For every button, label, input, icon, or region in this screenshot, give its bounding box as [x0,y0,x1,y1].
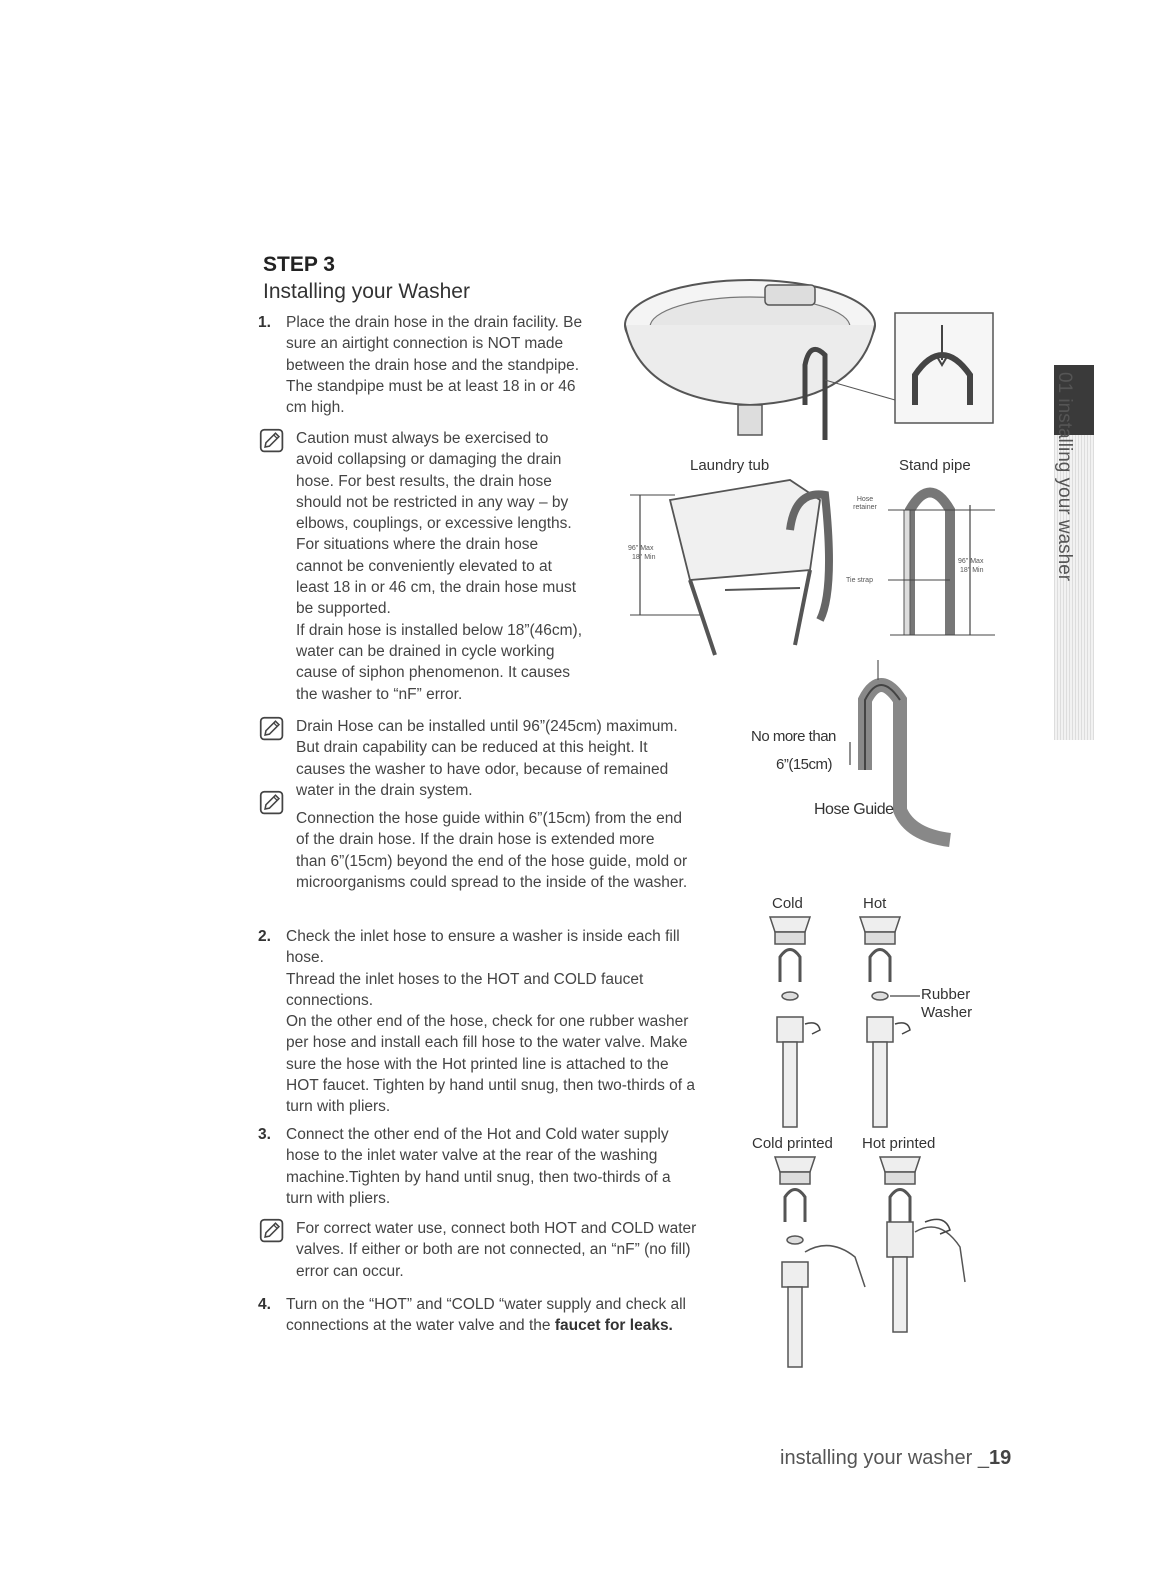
note-icon [258,716,286,742]
max-label-left: 96" Max [628,545,654,552]
step-number: 1. [258,314,271,331]
hot-label: Hot [863,895,887,912]
step-2-text [286,926,756,1118]
text-fragment: connections at the water valve and the [286,1317,555,1335]
rubber-label: Rubber [921,986,971,1003]
min-label-left: 18" Min [632,554,656,561]
page-footer [780,1447,1011,1470]
six-inch-label: 6”(15cm) [776,756,833,773]
step-number: 2. [258,928,271,945]
text-line: sure the hose with the Hot printed line is attached to the [286,1055,669,1073]
max-label-right: 96" Max [958,558,984,565]
text-line: per hose and install each fill hose to the water valve. Make [286,1034,688,1052]
footer-text: installing your washer _ [780,1447,989,1469]
text-line: water in the drain system. [296,781,473,799]
text-line: the washer to “nF” error. [296,685,463,703]
text-line: water can be drained in cycle working [296,642,555,660]
text-line: microorganisms could spread to the inside of the washer. [296,873,688,891]
text-line: error can occur. [296,1262,404,1280]
text-line: between the drain hose and the standpipe. [286,356,580,374]
laundry-tub-illustration [620,470,1000,670]
cold-printed-label: Cold printed [752,1135,833,1152]
note-2 [296,716,756,801]
text-line: For situations where the drain hose [296,536,539,554]
text-line: Connect the other end of the Hot and Cold water supply [286,1126,669,1143]
text-line: avoid collapsing or damaging the drain [296,451,562,469]
text-line: sure an airtight connection is NOT made [286,335,564,353]
text-line: The standpipe must be at least 18 in or 46 [286,377,576,395]
text-line: cm high. [286,399,345,417]
tie-strap-label: Tie strap [846,577,873,584]
cold-label: Cold [772,895,803,912]
text-line: turn with pliers. [286,1189,391,1207]
note-icon [258,1218,286,1244]
text-line: of the drain hose. If the drain hose is extended more [296,831,655,849]
text-line: For correct water use, connect both HOT and COLD water [296,1220,697,1237]
step-number: 4. [258,1296,271,1313]
text-line: least 18 in or 46 cm, the drain hose must [296,579,577,597]
hot-printed-label: Hot printed [862,1135,936,1152]
text-line: On the other end of the hose, check for one rubber washer [286,1013,689,1031]
text-line: Caution must always be exercised to [296,430,549,447]
hose-guide-label: Hose Guide [814,801,894,818]
hose-retainer-label: Hose retainer [853,496,877,511]
text-line: Check the inlet hose to ensure a washer is inside each fill [286,928,680,945]
printed-hose-illustration [760,1152,970,1377]
note-icon [258,428,286,454]
step-1-text [286,312,646,418]
stand-pipe-label: Stand pipe [899,457,971,474]
text-line: hose. [286,949,324,967]
note-4 [296,1218,756,1282]
text-line: Drain Hose can be installed until 96”(245cm) maximum. [296,718,678,735]
laundry-tub-label: Laundry tub [690,457,770,474]
page-number: 19 [989,1447,1012,1469]
hose-guide-illustration [830,660,960,850]
text-line: But drain capability can be reduced at this height. It [296,739,648,757]
text-line: be supported. [296,600,391,618]
no-more-than-label: No more than [751,728,836,745]
text-line: Thread the inlet hoses to the HOT and COLD faucet [286,970,644,988]
text-line: Turn on the “HOT” and “COLD “water supply and check all [286,1296,687,1313]
text-line: hose to the inlet water valve at the rear of the washing [286,1147,658,1165]
hot-faucet [860,917,920,1127]
step-4-text [286,1294,756,1337]
inlet-hose-illustration [760,912,930,1132]
text-line: connections. [286,991,374,1009]
side-tab-label: 01 installing your washer [1054,372,1075,582]
min-label-right: 18" Min [960,567,984,574]
text-line: cannot be conveniently elevated to at [296,557,552,575]
note-icon [258,790,286,816]
step-number: 3. [258,1126,271,1143]
text-line: than 6”(15cm) beyond the end of the hose guide, mold or [296,852,688,870]
washer-label: Washer [921,1004,973,1021]
text-line: Place the drain hose in the drain facility. Be [286,314,583,331]
text-line: hose. For best results, the drain hose [296,472,552,490]
emphasis-text: faucet for leaks. [554,1317,673,1335]
text-line: elbows, couplings, or excessive lengths. [296,515,572,533]
text-line: turn with pliers. [286,1098,391,1116]
step-title: STEP 3 [263,253,335,276]
text-line: cause of siphon phenomenon. It causes [296,664,571,682]
text-line: If drain hose is installed below 18”(46cm), [296,621,583,639]
text-line: valves. If either or both are not connected, an “nF” (no fill) [296,1241,691,1259]
sink-illustration [620,265,1000,445]
note-3 [296,808,756,893]
text-line: Connection the hose guide within 6”(15cm) from the end [296,810,682,827]
section-subtitle: Installing your Washer [263,280,470,303]
text-line: HOT faucet. Tighten by hand until snug, then two-thirds of a [286,1077,695,1095]
text-line [286,1315,756,1336]
text-line: causes the washer to have odor, because of remained [296,760,669,778]
cold-faucet [770,917,820,1127]
text-line: should not be restricted in any way – by [296,493,569,511]
text-line: machine.Tighten by hand until snug, then two-thirds of a [286,1168,671,1186]
note-1 [296,428,636,705]
step-3-text [286,1124,736,1209]
